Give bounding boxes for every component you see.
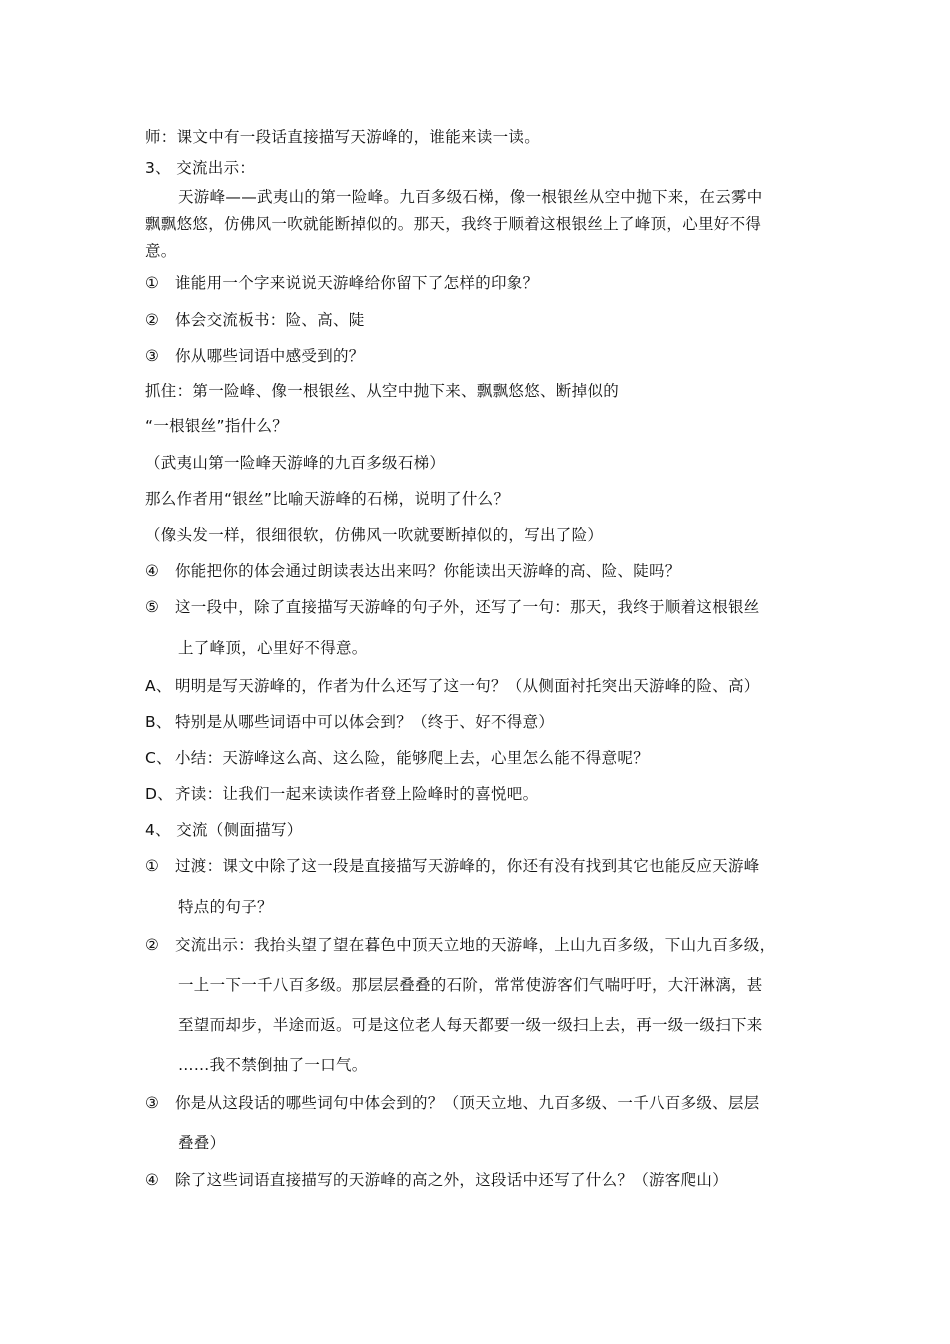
item-continuation: 特点的句子？ (178, 898, 273, 916)
text-line: 那么作者用“银丝”比喻天游峰的石梯，说明了什么？ (145, 490, 510, 508)
item-marker: ① (145, 274, 160, 292)
item-marker: C、 (145, 749, 172, 767)
item-marker: ③ (145, 347, 160, 365)
numbered-item (145, 856, 760, 876)
section-heading: 4、 交流（侧面描写） (145, 821, 303, 839)
item-marker: D、 (145, 785, 174, 803)
item-text: 除了这些词语直接描写的天游峰的高之外，这段话中还写了什么？（游客爬山） (175, 1171, 729, 1189)
item-text: 体会交流板书：险、高、陡 (175, 311, 365, 329)
quoted-passage-line: 飘飘悠悠，仿佛风一吹就能断掉似的。那天，我终于顺着这根银丝上了峰顶，心里好不得 (145, 215, 762, 233)
text-line: （像头发一样，很细很软，仿佛风一吹就要断掉似的，写出了险） (145, 526, 604, 544)
quoted-passage-line: 意。 (145, 242, 177, 260)
item-marker: ④ (145, 1171, 160, 1189)
numbered-item (145, 935, 775, 955)
numbered-item (145, 597, 760, 617)
item-marker: ① (145, 857, 160, 875)
item-text: 明明是写天游峰的，作者为什么还写了这一句？（从侧面衬托突出天游峰的险、高） (175, 677, 760, 695)
numbered-item (145, 310, 365, 330)
text-line: 抓住：第一险峰、像一根银丝、从空中抛下来、飘飘悠悠、断掉似的 (145, 382, 620, 400)
item-marker: ② (145, 311, 160, 329)
text-line: （武夷山第一险峰天游峰的九百多级石梯） (145, 454, 446, 472)
item-marker: ③ (145, 1094, 160, 1112)
item-continuation: 叠叠） (178, 1134, 226, 1152)
item-marker: ⑤ (145, 598, 160, 616)
numbered-item (145, 273, 538, 293)
item-text: 齐读：让我们一起来读读作者登上险峰时的喜悦吧。 (175, 785, 539, 803)
quoted-passage-line: 天游峰——武夷山的第一险峰。九百多级石梯，像一根银丝从空中抛下来，在云雾中 (178, 188, 763, 206)
text-line: 师：课文中有一段话直接描写天游峰的，谁能来读一读。 (145, 128, 541, 146)
numbered-item (145, 1170, 728, 1190)
item-text: 你从哪些词语中感受到的？ (175, 347, 365, 365)
section-heading: 3、 交流出示： (145, 159, 256, 177)
item-continuation: ……我不禁倒抽了一口气。 (178, 1056, 368, 1074)
item-marker: ② (145, 936, 160, 954)
numbered-item (145, 1093, 760, 1113)
numbered-item (145, 346, 365, 366)
item-text: 这一段中，除了直接描写天游峰的句子外，还写了一句：那天，我终于顺着这根银丝 (175, 598, 760, 616)
item-continuation: 上了峰顶，心里好不得意。 (178, 639, 368, 657)
item-continuation: 一上一下一千八百多级。那层层叠叠的石阶，常常使游客们气喘吁吁，大汗淋漓，甚 (178, 976, 763, 994)
item-text: 特别是从哪些词语中可以体会到？（终于、好不得意） (175, 713, 555, 731)
item-text: 小结：天游峰这么高、这么险，能够爬上去，心里怎么能不得意呢？ (175, 749, 650, 767)
lettered-item (145, 748, 649, 768)
item-text: 交流出示：我抬头望了望在暮色中顶天立地的天游峰，上山九百多级，下山九百多级， (175, 936, 776, 954)
lettered-item (145, 712, 554, 732)
lettered-item (145, 676, 760, 696)
item-text: 谁能用一个字来说说天游峰给你留下了怎样的印象？ (175, 274, 539, 292)
item-marker: A、 (145, 677, 172, 695)
item-marker: B、 (145, 713, 172, 731)
item-continuation: 至望而却步，半途而返。可是这位老人每天都要一级一级扫上去，再一级一级扫下来 (178, 1016, 763, 1034)
text-line: “一根银丝”指什么？ (145, 417, 289, 435)
lettered-item (145, 784, 538, 804)
item-text: 你是从这段话的哪些词句中体会到的？（顶天立地、九百多级、一千八百多级、层层 (175, 1094, 760, 1112)
item-marker: ④ (145, 562, 160, 580)
numbered-item (145, 561, 681, 581)
item-text: 过渡：课文中除了这一段是直接描写天游峰的，你还有没有找到其它也能反应天游峰 (175, 857, 760, 875)
item-text: 你能把你的体会通过朗读表达出来吗？你能读出天游峰的高、险、陡吗？ (175, 562, 681, 580)
